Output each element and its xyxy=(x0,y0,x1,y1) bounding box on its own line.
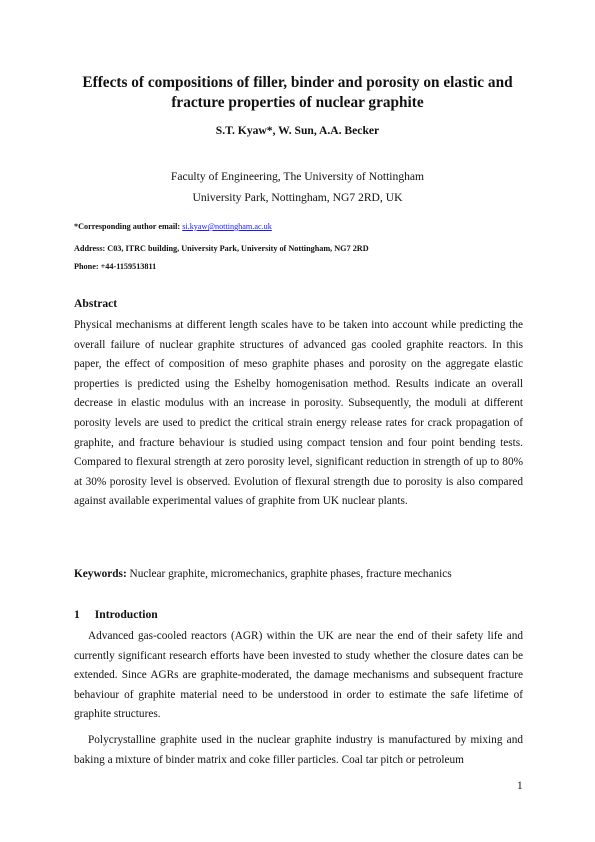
intro-paragraph-2: Polycrystalline graphite used in the nuclear graphite industry is manufactured by mixing and baking a mixture of binder matrix and coke filler particles. Coal tar pitch or petroleum xyxy=(74,734,523,766)
keywords-label: Keywords: xyxy=(74,568,127,580)
corresponding-email xyxy=(74,222,272,231)
abstract-heading: Abstract xyxy=(74,297,118,310)
abstract-text: Physical mechanisms at different length scales have to be taken into account while predicting the overall failure of nuclear graphite structures of advanced gas cooled graphite reactors. In this paper, the effect of composition of meso graphite phases and porosity on the aggregate elastic properties is predicted using the Eshelby homogenisation method. Results indicate an overall decrease in elastic modulus with an increase in porosity. Subsequently, the moduli at different porosity levels are used to predict the critical strain energy release rates for crack propagation of graphite, and fracture behaviour is studied using compact tension and four point bending tests. Compared to flexural strength at zero porosity level, significant reduction in strength of up to 80% at 30% porosity level is observed. Evolution of flexural strength due to porosity is also compared against available experimental values of graphite from UK nuclear plants. xyxy=(74,319,523,508)
contact-address: Address: C03, ITRC building, University Park, University of Nottingham, NG7 2RD xyxy=(74,244,369,253)
email-link[interactable]: si.kyaw@nottingham.ac.uk xyxy=(182,222,272,231)
keywords xyxy=(74,568,452,580)
author-list: S.T. Kyaw*, W. Sun, A.A. Becker xyxy=(215,124,380,137)
affiliation-line-2: University Park, Nottingham, NG7 2RD, UK xyxy=(192,191,403,204)
affiliation-line-1: Faculty of Engineering, The University of Nottingham xyxy=(170,170,425,183)
contact-phone: Phone: +44-1159513811 xyxy=(74,262,157,271)
page-number: 1 xyxy=(517,780,523,792)
section-title: Introduction xyxy=(94,608,158,621)
email-label: *Corresponding author email: xyxy=(74,222,183,231)
intro-paragraph-1: Advanced gas-cooled reactors (AGR) within the UK are near the end of their safety life and currently significant research efforts have been invested to study whether the closure dates can be extended. Since AGRs are graphite-moderated, the damage mechanisms and subsequent fracture behaviour of graphite material need to be understood in order to estimate the safe lifetime of graphite structures. xyxy=(74,630,523,721)
keywords-text: Nuclear graphite, micromechanics, graphite phases, fracture mechanics xyxy=(126,568,452,580)
section-heading xyxy=(74,608,158,621)
section-number: 1 xyxy=(74,608,80,621)
paper-title: Effects of compositions of filler, binder and porosity on elastic and fracture properties of nuclear graphite xyxy=(82,74,513,111)
